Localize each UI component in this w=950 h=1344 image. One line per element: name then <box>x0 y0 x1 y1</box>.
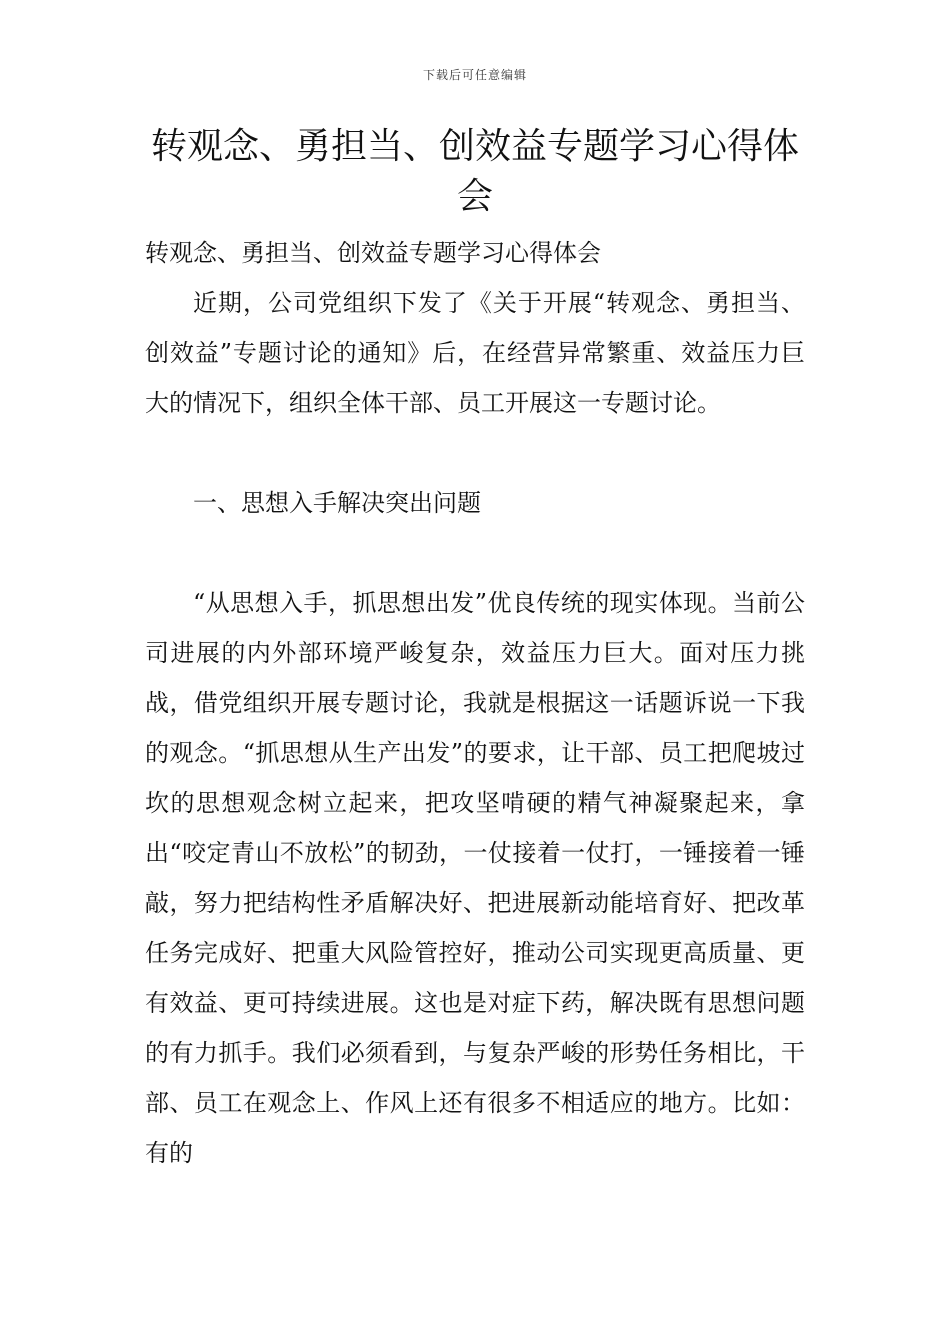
document-title: 转观念、勇担当、创效益专题学习心得体会 <box>150 126 799 217</box>
paragraph-intro: 近期，公司党组织下发了《关于开展“转观念、勇担当、创效益”专题讨论的通知》后，在经营异常繁重、效益压力巨大的情况下，组织全体干部、员工开展这一专题讨论。 <box>145 289 805 417</box>
header-note: 下载后可任意编辑 <box>422 68 527 82</box>
section-heading: 一、思想入手解决突出问题 <box>193 489 481 517</box>
paragraph-body: “从思想入手，抓思想出发”优良传统的现实体现。当前公司进展的内外部环境严峻复杂，效益压力巨大。面对压力挑战，借党组织开展专题讨论，我就是根据这一话题诉说一下我的观念。“抓思想从生产出发”的要求，让干部、员工把爬坡过坎的思想观念树立起来，把攻坚啃硬的精气神凝聚起来，拿出“咬定青山不放松”的韧劲，一仗接着一仗打，一锤接着一锤敲，努力把结构性矛盾解决好、把进展新动能培育好、把改革任务完成好、把重大风险管控好，推动公司实现更高质量、更有效益、更可持续进展。这也是对症下药，解决既有思想问题的有力抓手。我们必须看到，与复杂严峻的形势任务相比，干部、员工在观念上、作风上还有很多不相适应的地方。比如：有的 <box>145 589 805 1167</box>
document-body <box>145 228 805 1178</box>
document-subtitle: 转观念、勇担当、创效益专题学习心得体会 <box>145 239 601 267</box>
